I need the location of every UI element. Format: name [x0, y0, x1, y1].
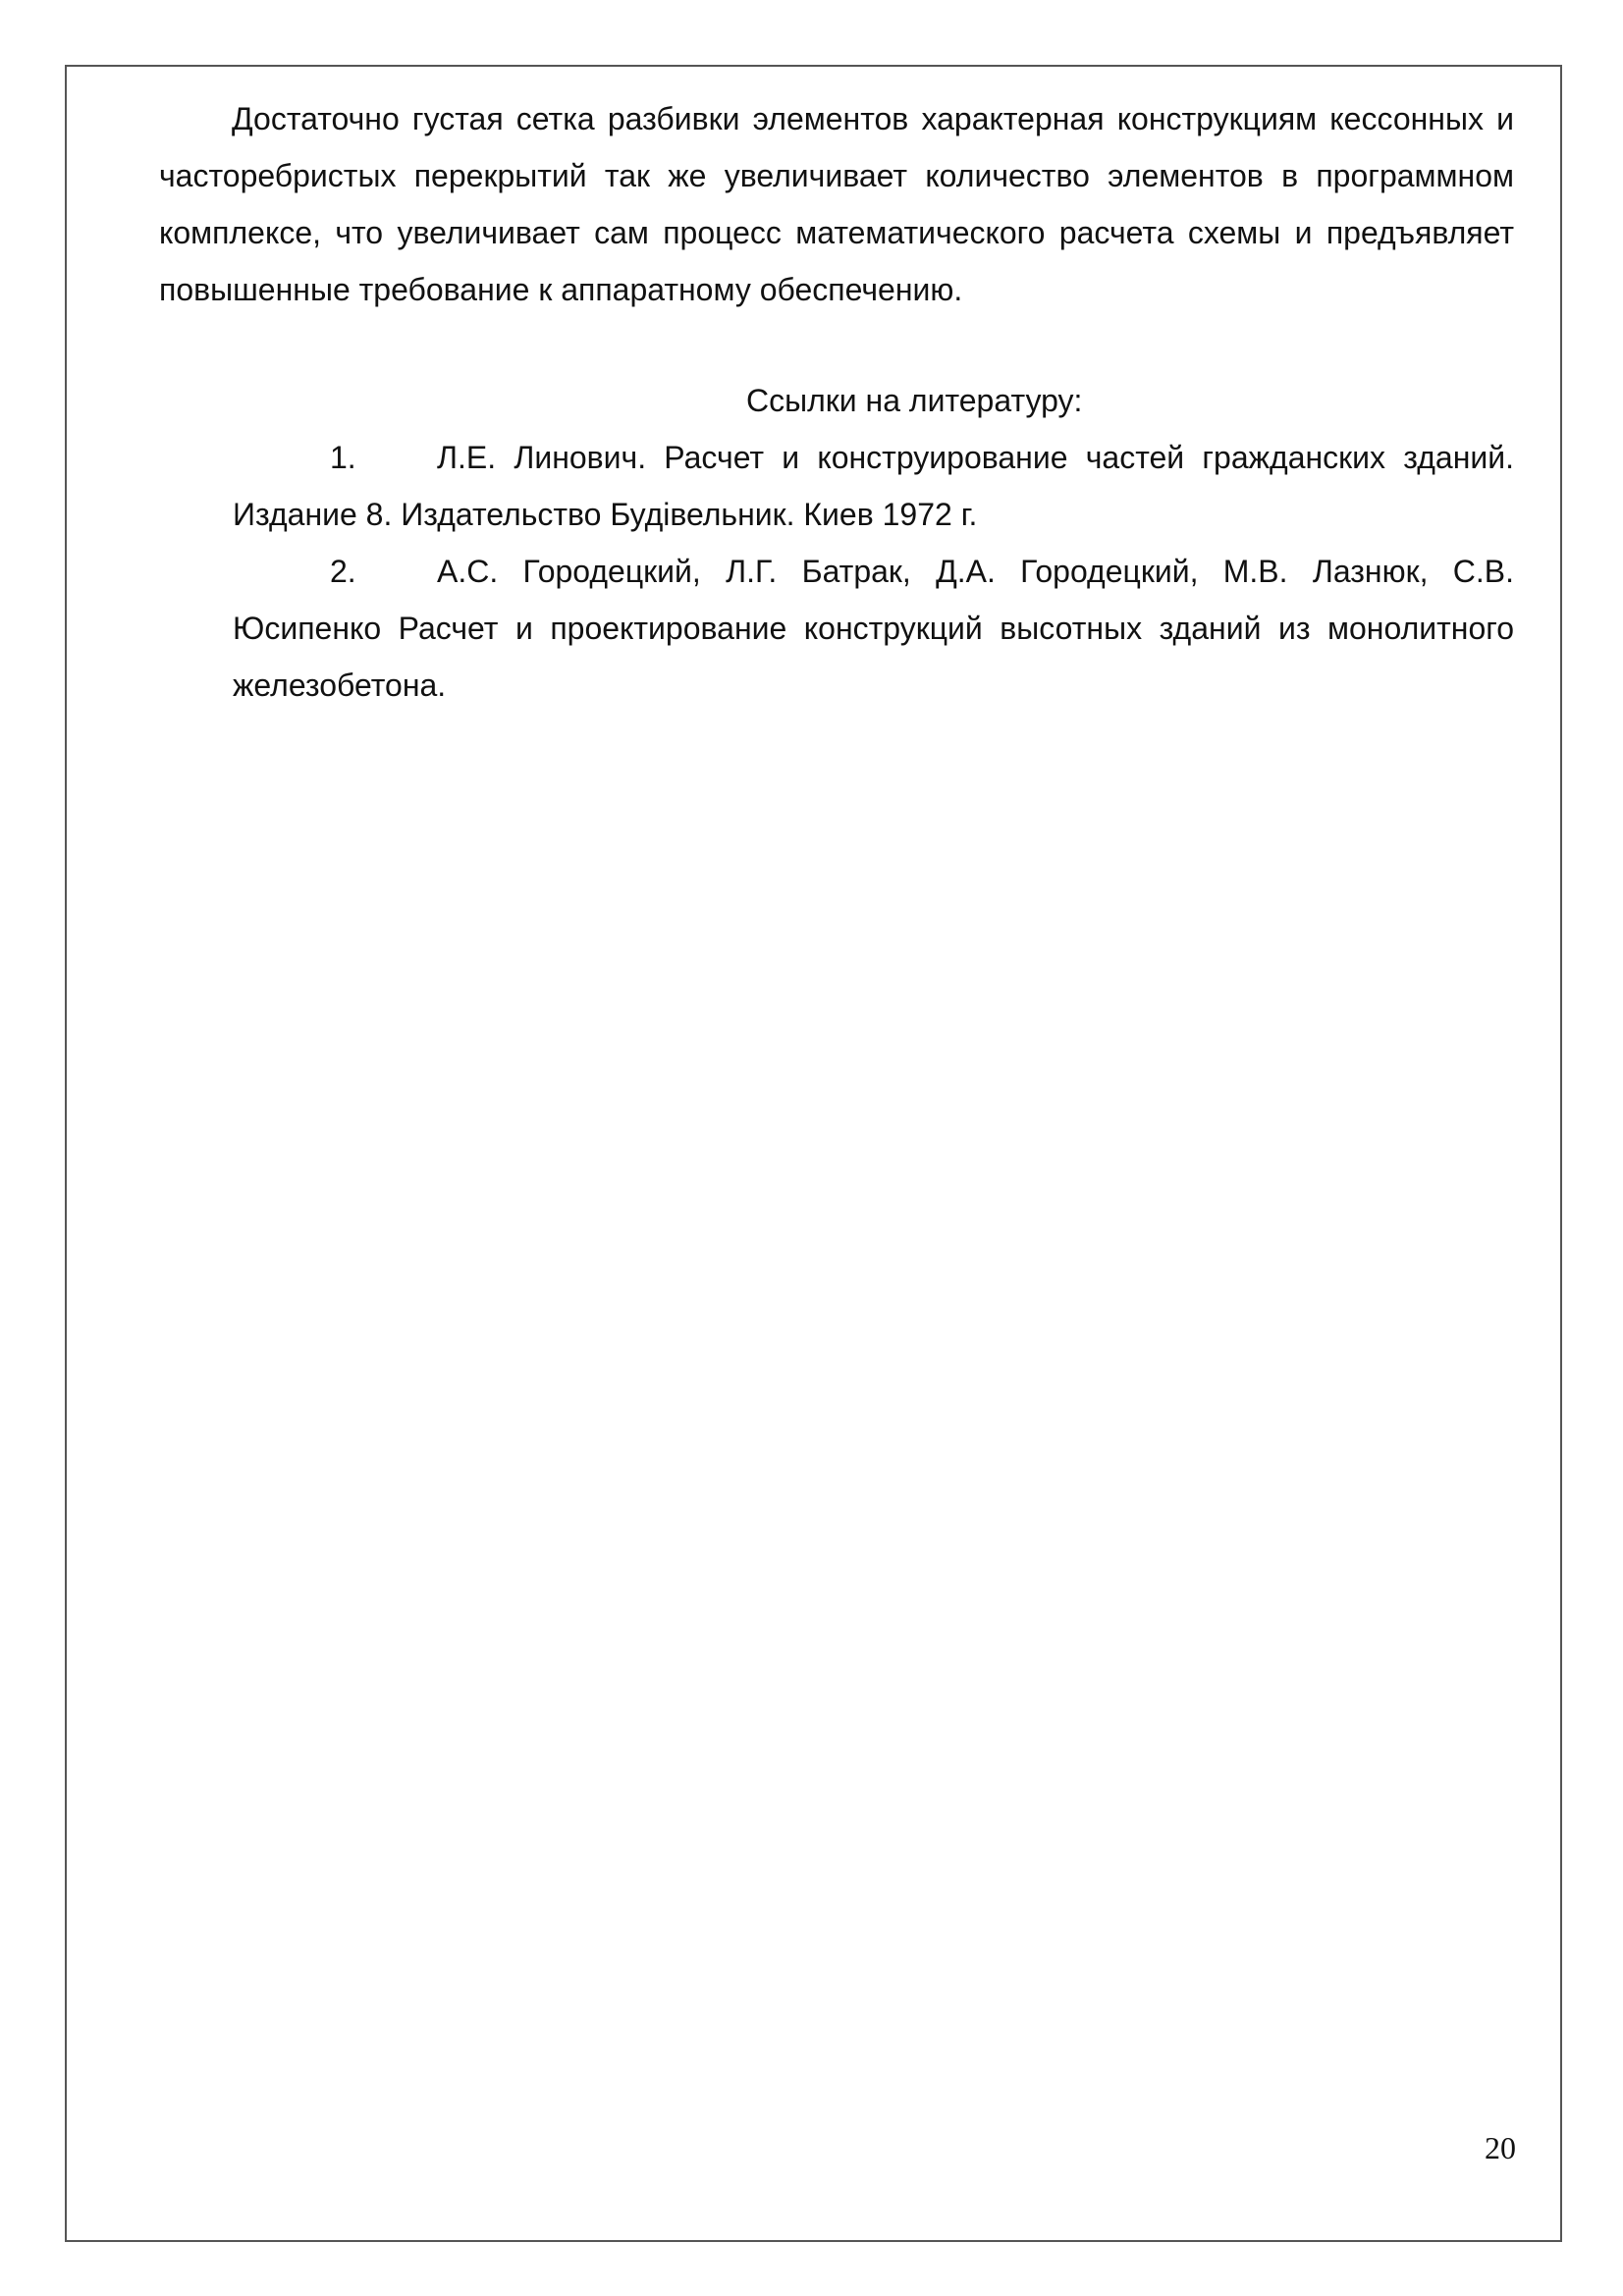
references-heading: Ссылки на литературу:	[746, 383, 1083, 418]
reference-item	[233, 429, 1514, 543]
reference-item	[233, 543, 1514, 714]
reference-number: 1.	[330, 440, 356, 475]
page-number: 20	[1485, 2130, 1516, 2165]
page-content	[159, 90, 1514, 714]
reference-text: Л.Е. Линович. Расчет и конструирование частей гражданских зданий. Издание 8. Издательство Будівельник. Киев 1972 г.	[233, 440, 1514, 532]
reference-list	[159, 429, 1514, 714]
reference-text: А.С. Городецкий, Л.Г. Батрак, Д.А. Городецкий, М.В. Лазнюк, С.В. Юсипенко Расчет и проектирование конструкций высотных зданий из монолитного железобетона.	[233, 554, 1514, 703]
reference-number: 2.	[330, 554, 356, 589]
body-paragraph: Достаточно густая сетка разбивки элементов характерная конструкциям кессонных и часторебристых перекрытий так же увеличивает количество элементов в программном комплексе, что увеличивает сам процесс математического расчета схемы и предъявляет повышенные требование к аппаратному обеспечению.	[159, 101, 1514, 307]
